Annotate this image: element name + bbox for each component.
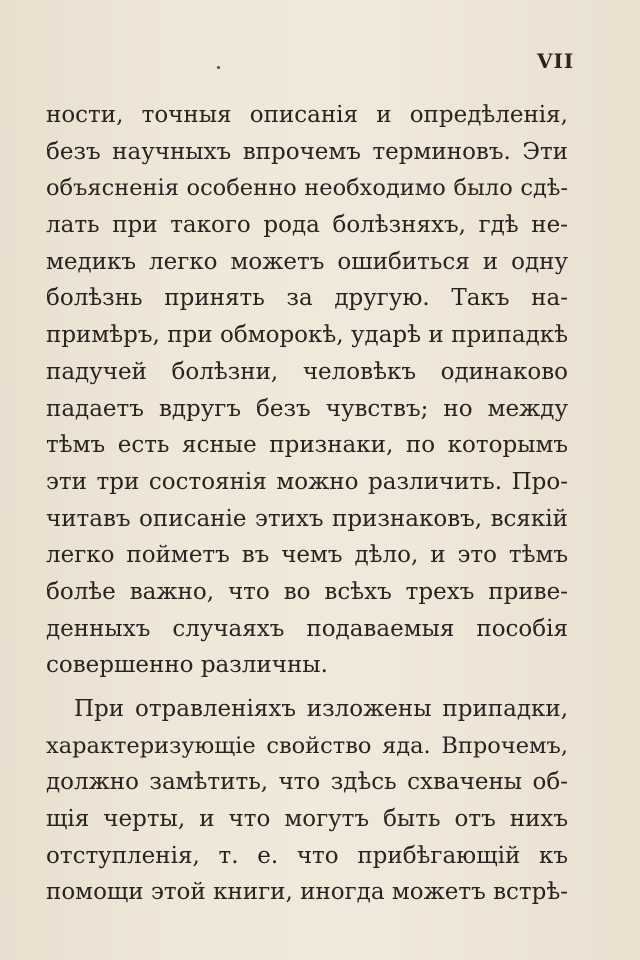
text-line: совершенно различны. (46, 652, 328, 679)
text-line: легко пойметъ въ чемъ дѣло, и это тѣмъ (46, 542, 568, 569)
text-line: должно замѣтить, что здѣсь схвачены об- (46, 769, 568, 796)
text-line: лать при такого рода болѣзняхъ, гдѣ не- (46, 212, 568, 239)
text-line: падаетъ вдругъ безъ чувствъ; но между (46, 395, 568, 422)
text-line: примѣръ, при обморокѣ, ударѣ и припадкѣ (46, 322, 568, 349)
paragraph-gap (46, 684, 568, 691)
text-line: читавъ описаніе этихъ признаковъ, всякій (46, 505, 568, 532)
text-line: тѣмъ есть ясные признаки, по которымъ (46, 432, 568, 459)
text-line: падучей болѣзни, человѣкъ одинаково (46, 358, 568, 385)
text-line: безъ научныхъ впрочемъ терминовъ. Эти (46, 138, 568, 165)
page-number: VII (537, 49, 575, 73)
text-line: эти три состоянія можно различить. Про- (46, 468, 568, 495)
text-line: медикъ легко можетъ ошибиться и одну (46, 248, 568, 275)
text-line: характеризующіе свойство яда. Впрочемъ, (46, 732, 568, 759)
paragraph-2 (46, 691, 568, 911)
text-line: денныхъ случаяхъ подаваемыя пособія (46, 615, 568, 642)
text-line: ности, точныя описанія и опредѣленія, (46, 102, 568, 128)
text-line: отступленія, т. е. что прибѣгающій къ (46, 842, 568, 869)
text-line: При отравленіяхъ изложены припадки, (74, 696, 568, 722)
text-line: болѣе важно, что во всѣхъ трехъ приве- (46, 578, 568, 605)
body-text (46, 97, 568, 911)
text-line: щія черты, и что могутъ быть отъ нихъ (46, 806, 568, 833)
text-line: болѣзнь принять за другую. Такъ на- (46, 285, 568, 312)
text-line: объясненія особенно необходимо было сдѣ- (46, 175, 568, 202)
paragraph-1 (46, 97, 568, 684)
text-line: помощи этой книги, иногда можетъ встрѣ- (46, 879, 568, 906)
ink-speck (217, 66, 220, 69)
